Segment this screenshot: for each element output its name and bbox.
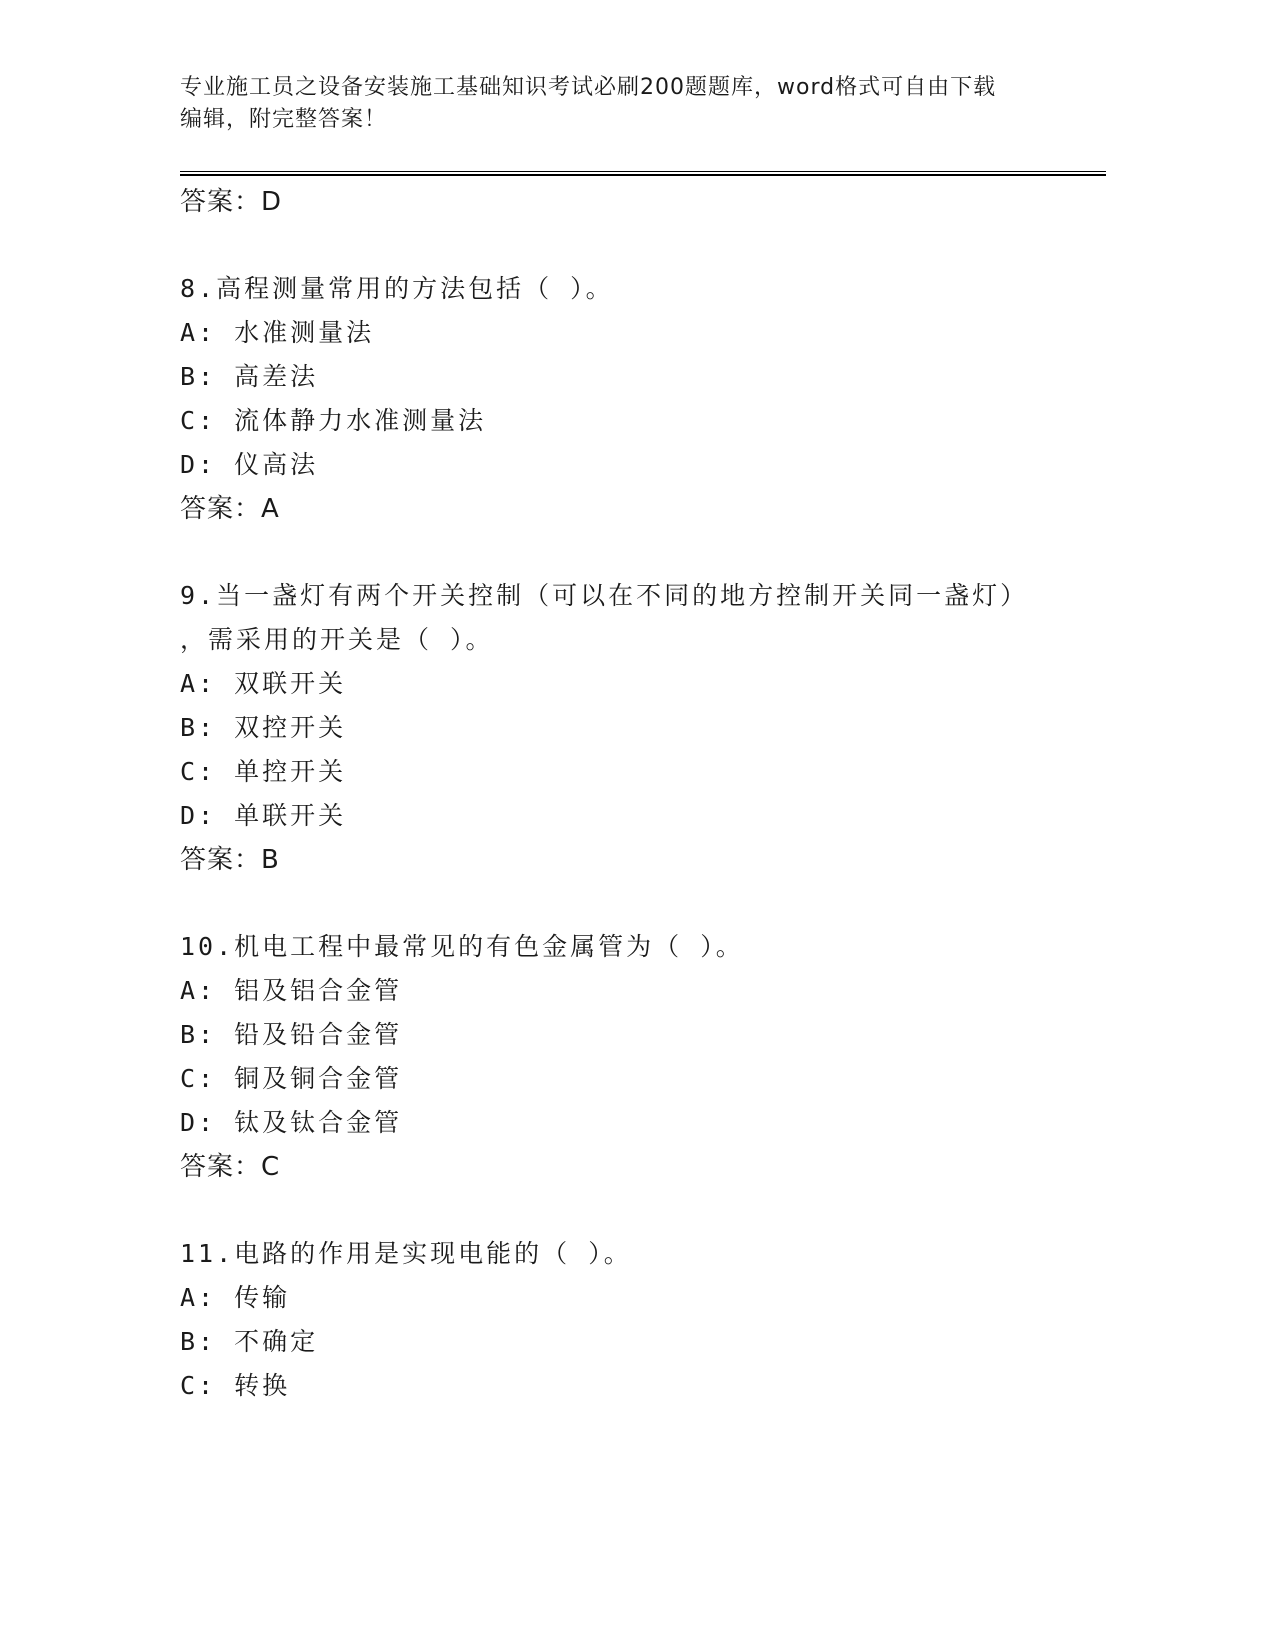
question-stem: 8.高程测量常用的方法包括（ ）。 (180, 274, 614, 303)
question-stem: 11.电路的作用是实现电能的（ ）。 (180, 1239, 632, 1268)
answer-line: 答案：C (180, 1152, 281, 1182)
option-c: C: 单控开关 (180, 757, 347, 786)
answer-line: 答案：B (180, 845, 280, 875)
option-a: A: 双联开关 (180, 669, 347, 698)
question-stem-continued: ，需采用的开关是（ ）。 (180, 625, 494, 654)
option-a: A: 铝及铝合金管 (180, 976, 403, 1005)
option-a: A: 水准测量法 (180, 318, 375, 347)
answer-line: 答案：D (180, 187, 283, 217)
option-c: C: 流体静力水准测量法 (180, 406, 487, 435)
spacer (180, 1189, 1080, 1232)
option-c: C: 转换 (180, 1371, 291, 1400)
page-title: 专业施工员之设备安装施工基础知识考试必刷200题题库，word格式可自由下载 编辑，附完整答案！ (180, 75, 997, 132)
question-list (180, 180, 1080, 1408)
option-d: D: 单联开关 (180, 801, 347, 830)
option-c: C: 铜及铜合金管 (180, 1064, 403, 1093)
option-b: B: 不确定 (180, 1327, 319, 1356)
option-b: B: 高差法 (180, 362, 319, 391)
question-stem: 9.当一盏灯有两个开关控制（可以在不同的地方控制开关同一盏灯） (180, 581, 1029, 610)
spacer (180, 882, 1080, 925)
option-b: B: 铅及铅合金管 (180, 1020, 403, 1049)
answer-line: 答案：A (180, 494, 280, 524)
header-divider (180, 171, 1106, 176)
option-d: D: 仪高法 (180, 450, 319, 479)
spacer (180, 224, 1080, 267)
question-stem: 10.机电工程中最常见的有色金属管为（ ）。 (180, 932, 744, 961)
option-b: B: 双控开关 (180, 713, 347, 742)
spacer (180, 531, 1080, 574)
option-a: A: 传输 (180, 1283, 291, 1312)
option-d: D: 钛及钛合金管 (180, 1108, 403, 1137)
